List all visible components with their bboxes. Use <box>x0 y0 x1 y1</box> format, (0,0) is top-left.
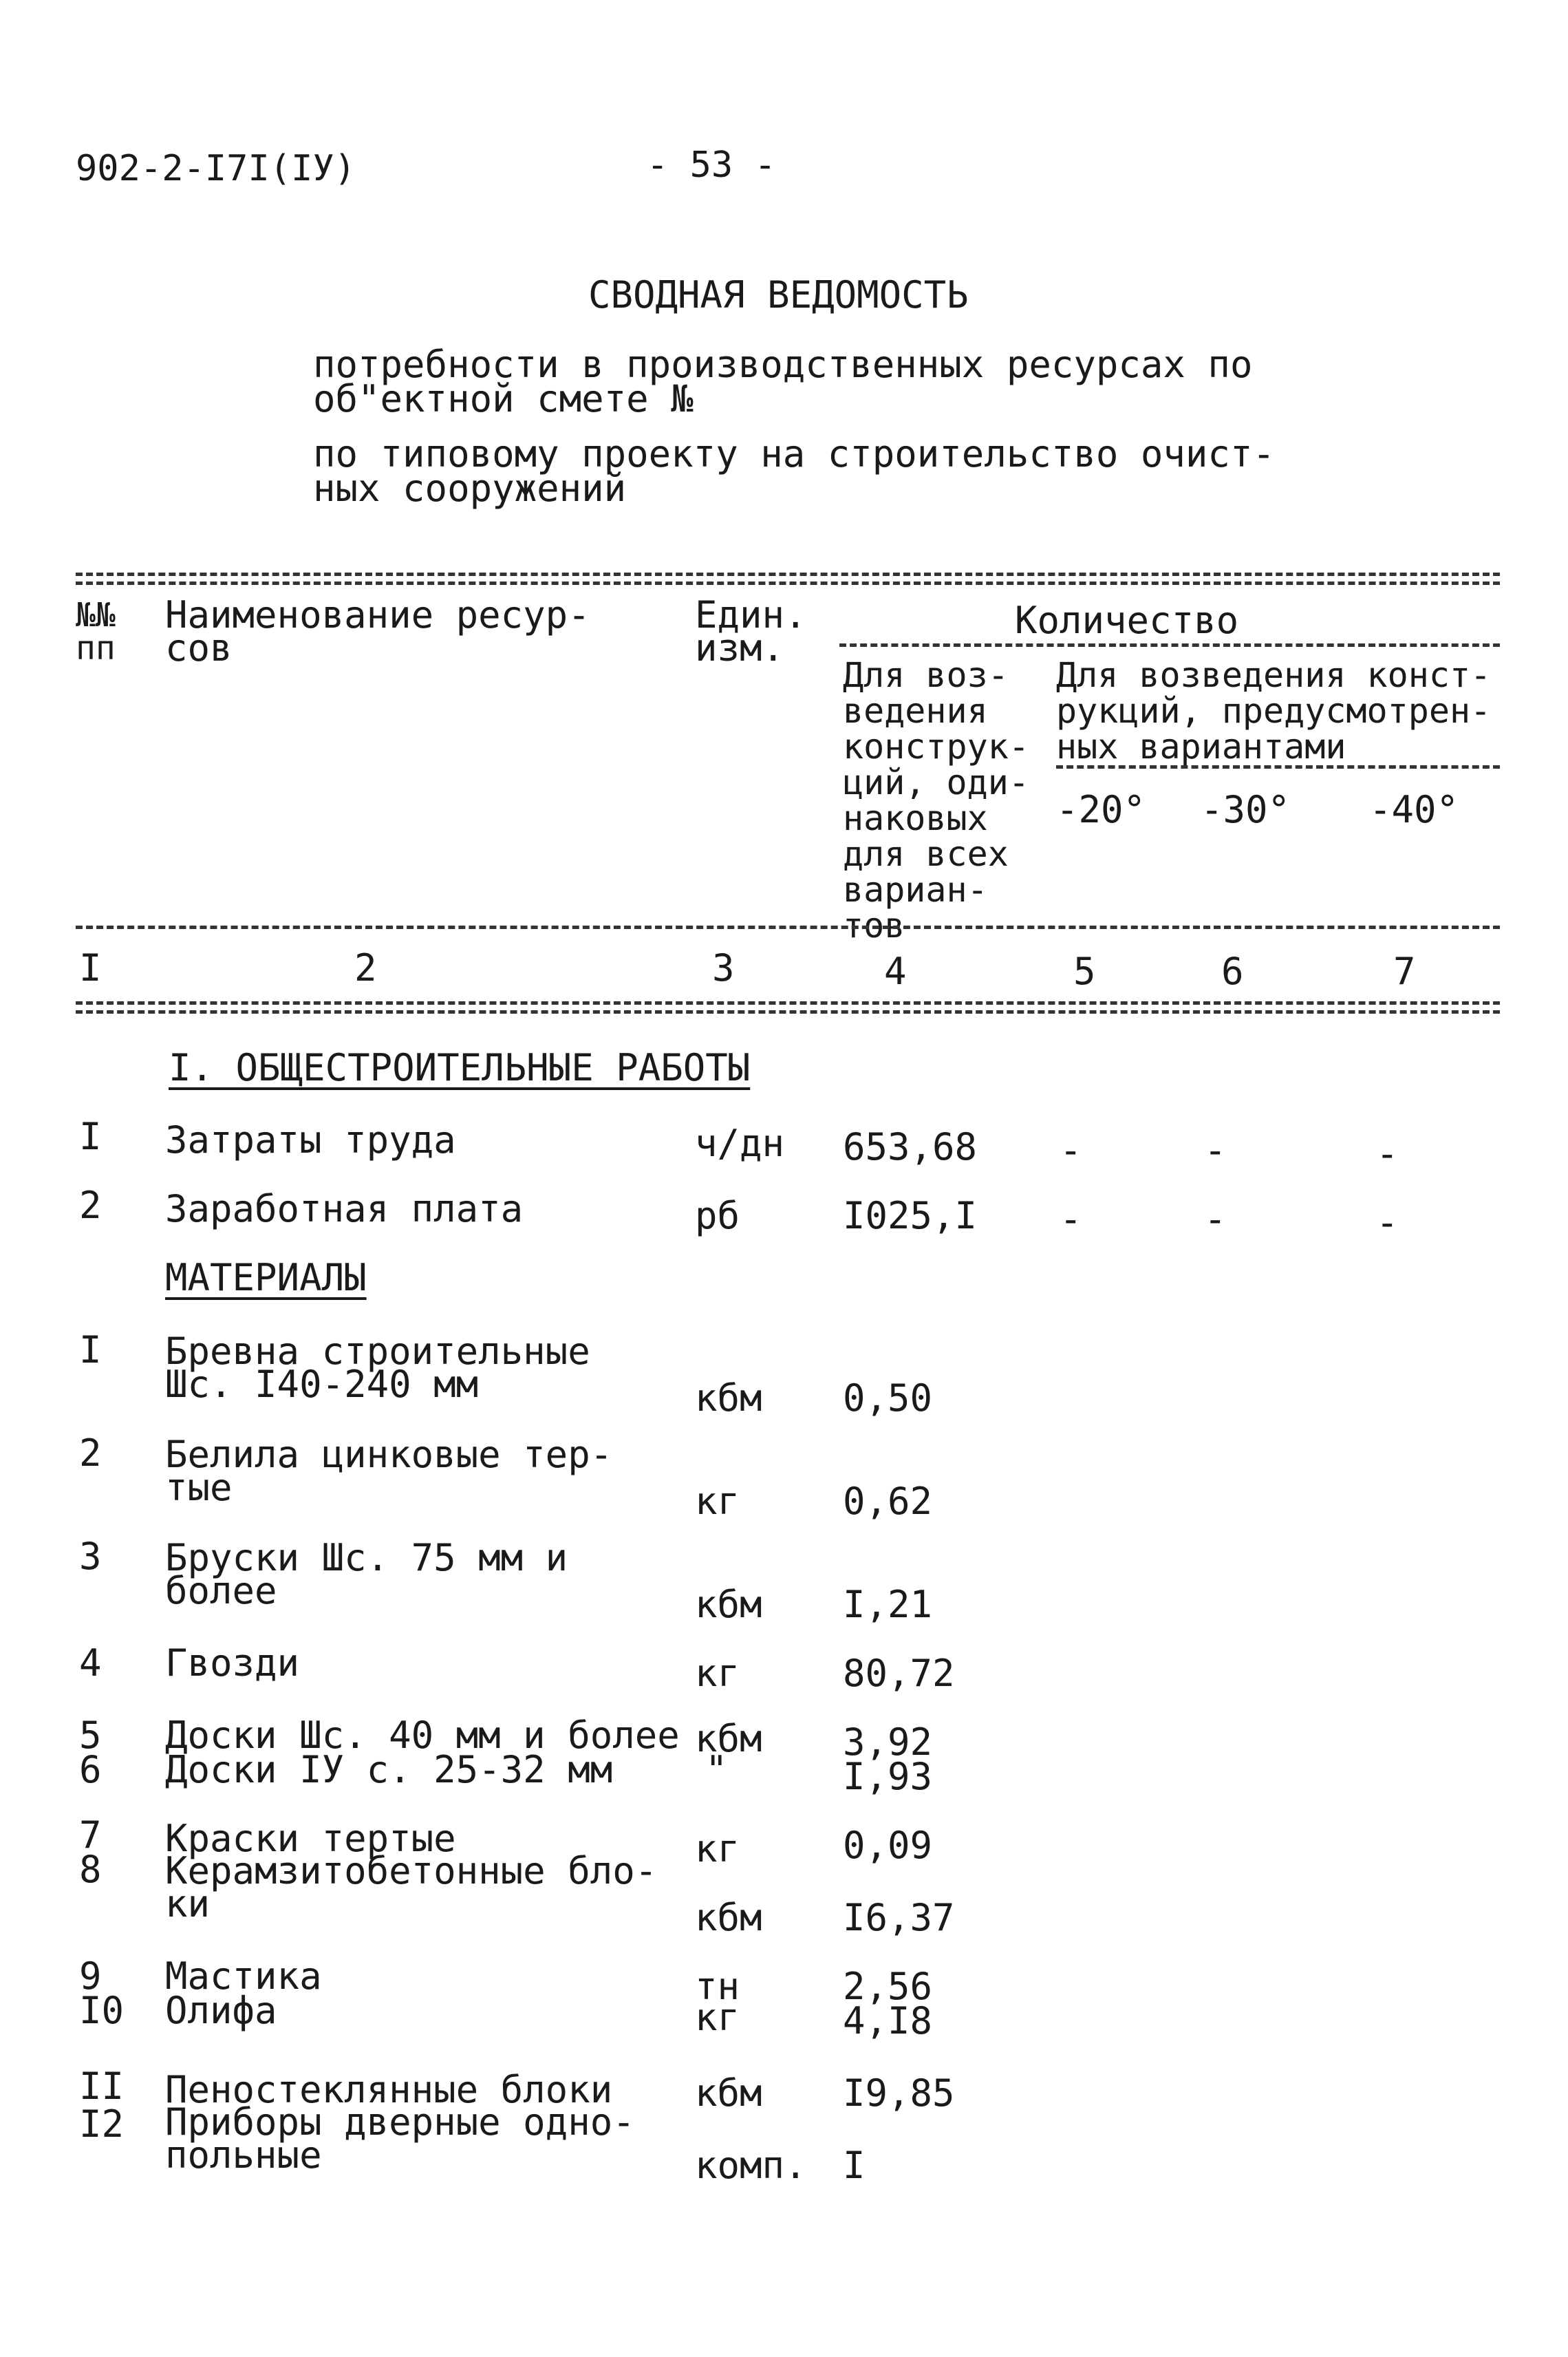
unit: кбм <box>695 2071 762 2115</box>
unit: ч/дн <box>695 1122 785 1165</box>
variant-30-value: - <box>1204 1129 1227 1172</box>
quantity: 80,72 <box>843 1652 955 1695</box>
resource-name: Затраты труда <box>165 1118 456 1162</box>
row-number: 7 <box>79 1813 102 1857</box>
quantity-underline <box>839 643 1500 647</box>
column-number-6: 6 <box>1221 950 1244 993</box>
resource-name: Бруски Шс. 75 мм и более <box>165 1536 568 1612</box>
row-number: I2 <box>79 2102 125 2146</box>
document-title: СВОДНАЯ ВЕДОМОСТЬ <box>588 273 969 317</box>
header-quantity: Количество <box>1015 599 1239 642</box>
header-unit: Един. изм. <box>695 593 807 670</box>
row-number: 3 <box>79 1535 102 1578</box>
header-variant-30: -30° <box>1201 788 1291 831</box>
header-variant-40: -40° <box>1369 788 1459 831</box>
column-number-5: 5 <box>1073 950 1096 993</box>
resource-name: Белила цинковые тер- тые <box>165 1433 613 1509</box>
quantity: I6,37 <box>843 1896 955 1939</box>
column-number-1: I <box>79 946 102 990</box>
header-variant-20: -20° <box>1056 788 1146 831</box>
row-number: 8 <box>79 1848 102 1891</box>
header-number: №№ пп <box>76 596 116 668</box>
unit: кбм <box>695 1717 762 1760</box>
quantity: 3,92 <box>843 1720 933 1764</box>
unit: кг <box>695 1480 740 1523</box>
row-number: 2 <box>79 1431 102 1475</box>
unit: кбм <box>695 1583 762 1626</box>
resource-name: Заработная плата <box>165 1187 524 1230</box>
quantity: I <box>843 2144 866 2187</box>
header-common-constructions: Для воз- ведения конструк- ций, оди- наковых для всех вариан- тов <box>843 655 1029 946</box>
row-number: I0 <box>79 1989 125 2032</box>
resource-name: Гвозди <box>165 1641 300 1685</box>
unit: комп. <box>695 2144 807 2187</box>
resource-name: Керамзитобетонные бло- ки <box>165 1849 658 1926</box>
quantity: 653,68 <box>843 1125 978 1169</box>
resource-name: Бревна строительные Шс. I40-240 мм <box>165 1330 590 1406</box>
unit: кг <box>695 1996 740 2039</box>
row-number: II <box>79 2065 125 2108</box>
quantity: 0,50 <box>843 1376 933 1420</box>
quantity: 0,09 <box>843 1824 933 1867</box>
unit: кбм <box>695 1896 762 1939</box>
unit: тн <box>695 1965 740 2008</box>
resource-name: Краски тертые <box>165 1817 456 1860</box>
column-number-4: 4 <box>884 950 907 993</box>
variant-40-value: - <box>1376 1201 1399 1244</box>
quantity: I9,85 <box>843 2071 955 2115</box>
unit: рб <box>695 1194 740 1237</box>
subtitle-resources: потребности в производственных ресурсах по об"ектной смете № <box>313 343 1253 420</box>
header-variant-constructions: Для возведения конст- рукций, предусмотрен- ных вариантами <box>1056 655 1492 767</box>
section-materials: МАТЕРИАЛЫ <box>165 1256 367 1299</box>
variant-40-value: - <box>1376 1132 1399 1175</box>
row-number: I <box>79 1115 102 1158</box>
row-number: 6 <box>79 1748 102 1791</box>
section-general-construction-label: I. ОБЩЕСТРОИТЕЛЬНЫЕ РАБОТЫ <box>169 1046 751 1089</box>
row-number: 4 <box>79 1641 102 1685</box>
subtitle-project: по типовому проекту на строительство очист- ных сооружений <box>313 432 1275 510</box>
resource-name: Олифа <box>165 1989 277 2032</box>
resource-name: Приборы дверные одно- польные <box>165 2100 635 2177</box>
variant-20-value: - <box>1060 1129 1082 1172</box>
unit: " <box>705 1748 728 1791</box>
document-code: 902-2-I7I(IУ) <box>76 148 356 189</box>
resource-name: Мастика <box>165 1954 322 1998</box>
row-number: 2 <box>79 1184 102 1227</box>
column-numbers-rule-2 <box>76 1010 1500 1014</box>
column-number-7: 7 <box>1393 950 1416 993</box>
quantity: 0,62 <box>843 1480 933 1523</box>
section-general-construction <box>169 1046 751 1089</box>
header-bottom-rule <box>76 926 1500 929</box>
row-number: 5 <box>79 1714 102 1757</box>
row-number: I <box>79 1328 102 1372</box>
quantity: I,93 <box>843 1755 933 1798</box>
unit: кг <box>695 1652 740 1695</box>
table-top-rule-2 <box>76 582 1500 585</box>
resource-name: Пеностеклянные блоки <box>165 2068 613 2111</box>
resource-name: Доски Шс. 40 мм и более <box>165 1714 680 1757</box>
unit: кбм <box>695 1376 762 1420</box>
variant-30-value: - <box>1204 1197 1227 1241</box>
resource-name: Доски IУ с. 25-32 мм <box>165 1748 613 1791</box>
table-top-rule <box>76 573 1500 576</box>
quantity: I025,I <box>843 1194 978 1237</box>
unit: кг <box>695 1827 740 1870</box>
quantity: 4,I8 <box>843 1999 933 2043</box>
variant-20-value: - <box>1060 1197 1082 1241</box>
row-number: 9 <box>79 1954 102 1998</box>
column-number-3: 3 <box>712 946 735 990</box>
page-number: - 53 - <box>647 145 776 186</box>
variants-underline <box>1056 765 1500 769</box>
quantity: 2,56 <box>843 1965 933 2008</box>
column-numbers-rule <box>76 1001 1500 1005</box>
header-resource-name: Наименование ресур- сов <box>165 593 590 670</box>
quantity: I,21 <box>843 1583 933 1626</box>
column-number-2: 2 <box>354 946 377 990</box>
